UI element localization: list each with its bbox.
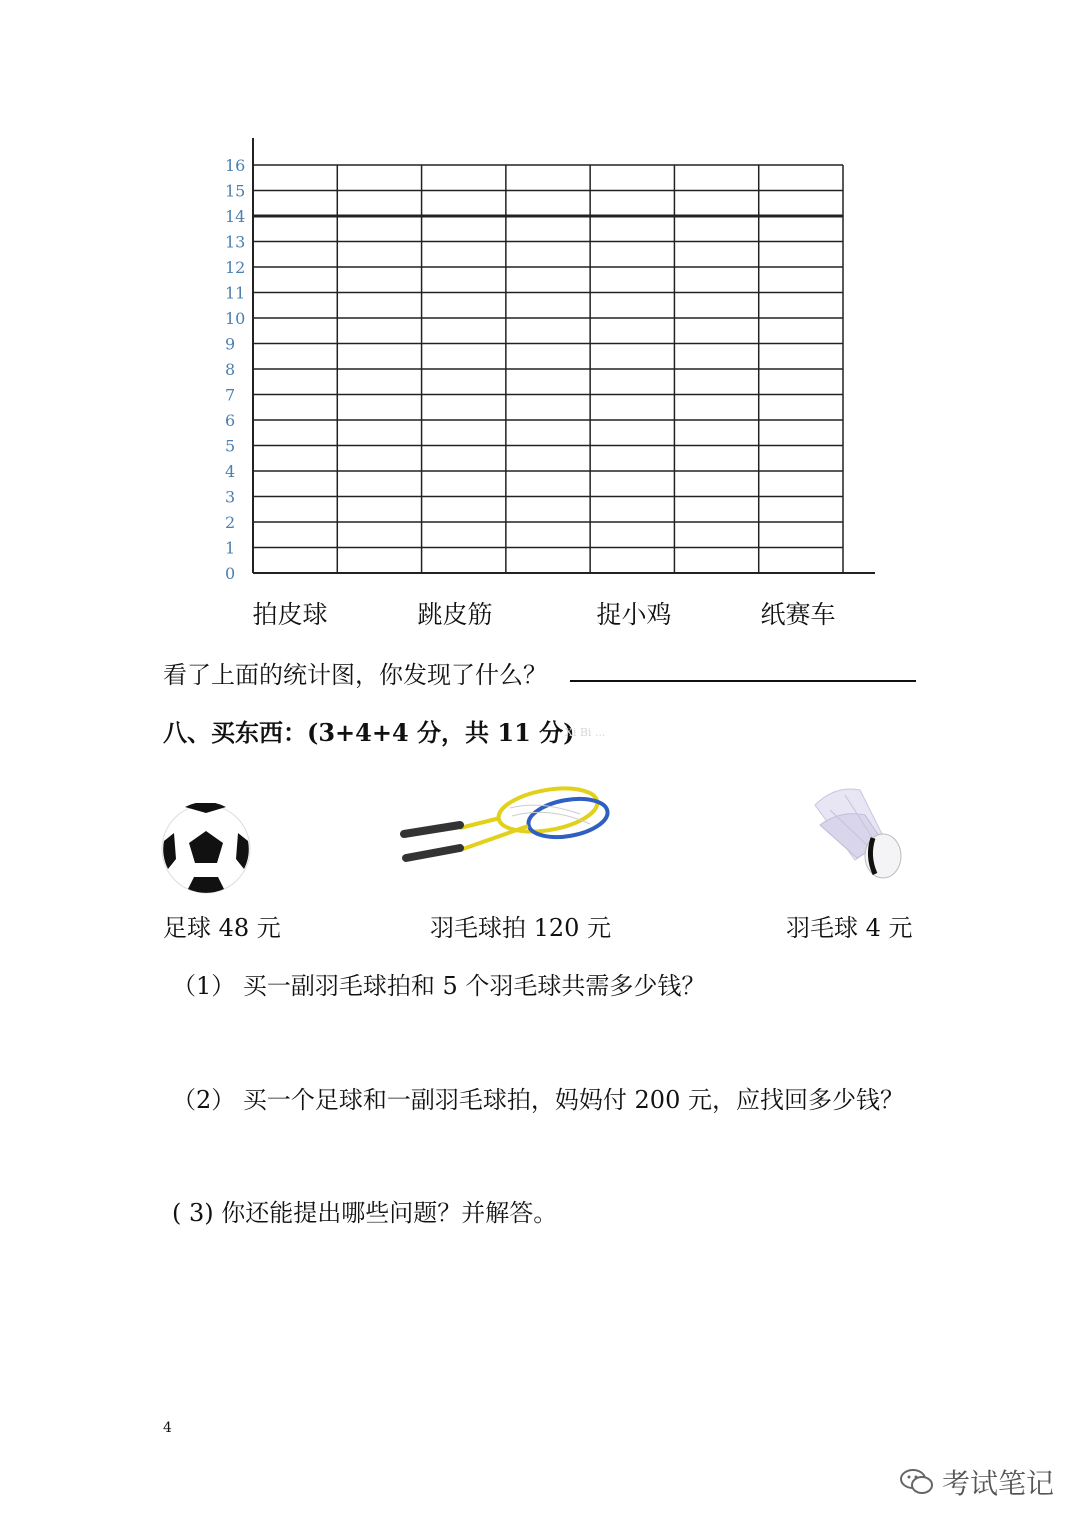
item-label-shuttlecock: 羽毛球 4 元 (786, 914, 913, 942)
y-tick-label-3: 3 (225, 487, 236, 507)
watermark-text: 考试笔记 (942, 1467, 1055, 1500)
y-tick-label-15: 15 (225, 181, 246, 201)
shuttlecock-icon (805, 780, 910, 890)
wechat-icon (900, 1468, 934, 1496)
section-title: 八、买东西：(3+4+4 分，共 11 分) (163, 718, 575, 747)
y-tick-label-7: 7 (225, 385, 236, 405)
watermark (900, 1462, 1054, 1502)
y-tick-label-13: 13 (225, 232, 246, 252)
y-tick-label-14: 14 (225, 207, 246, 226)
page-number: 4 (163, 1420, 172, 1436)
y-tick-label-0: 0 (225, 564, 236, 583)
y-tick-label-10: 10 (225, 309, 246, 328)
y-tick-label-2: 2 (225, 513, 236, 532)
y-tick-label-9: 9 (225, 334, 236, 354)
bar-chart-grid (215, 130, 885, 590)
y-tick-label-5: 5 (225, 436, 236, 456)
y-tick-label-8: 8 (225, 360, 236, 379)
y-tick-label-16: 16 (225, 156, 246, 175)
y-tick-label-4: 4 (225, 462, 236, 481)
category-label-3: 捉小鸡 (596, 600, 672, 629)
faint-mark: Xi Bi ... (565, 726, 606, 739)
y-tick-label-1: 1 (225, 538, 236, 558)
racket-icon (400, 780, 615, 870)
y-tick-label-6: 6 (225, 411, 236, 430)
item-label-soccer: 足球 48 元 (163, 914, 281, 942)
question-3: ( 3) 你还能提出哪些问题？并解答。 (172, 1199, 558, 1227)
category-label-4: 纸赛车 (760, 600, 836, 629)
question-2: （2） 买一个足球和一副羽毛球拍，妈妈付 200 元，应找回多少钱？ (172, 1086, 904, 1114)
item-label-racket: 羽毛球拍 120 元 (430, 914, 612, 942)
question-1: （1） 买一副羽毛球拍和 5 个羽毛球共需多少钱？ (172, 972, 706, 1000)
y-tick-label-11: 11 (225, 283, 246, 303)
category-label-2: 跳皮筋 (417, 600, 493, 629)
answer-blank[interactable] (570, 680, 916, 682)
category-label-1: 拍皮球 (252, 600, 328, 629)
soccer-ball-icon (160, 803, 252, 895)
y-tick-label-12: 12 (225, 258, 246, 277)
chart-question: 看了上面的统计图，你发现了什么？ (163, 661, 547, 689)
